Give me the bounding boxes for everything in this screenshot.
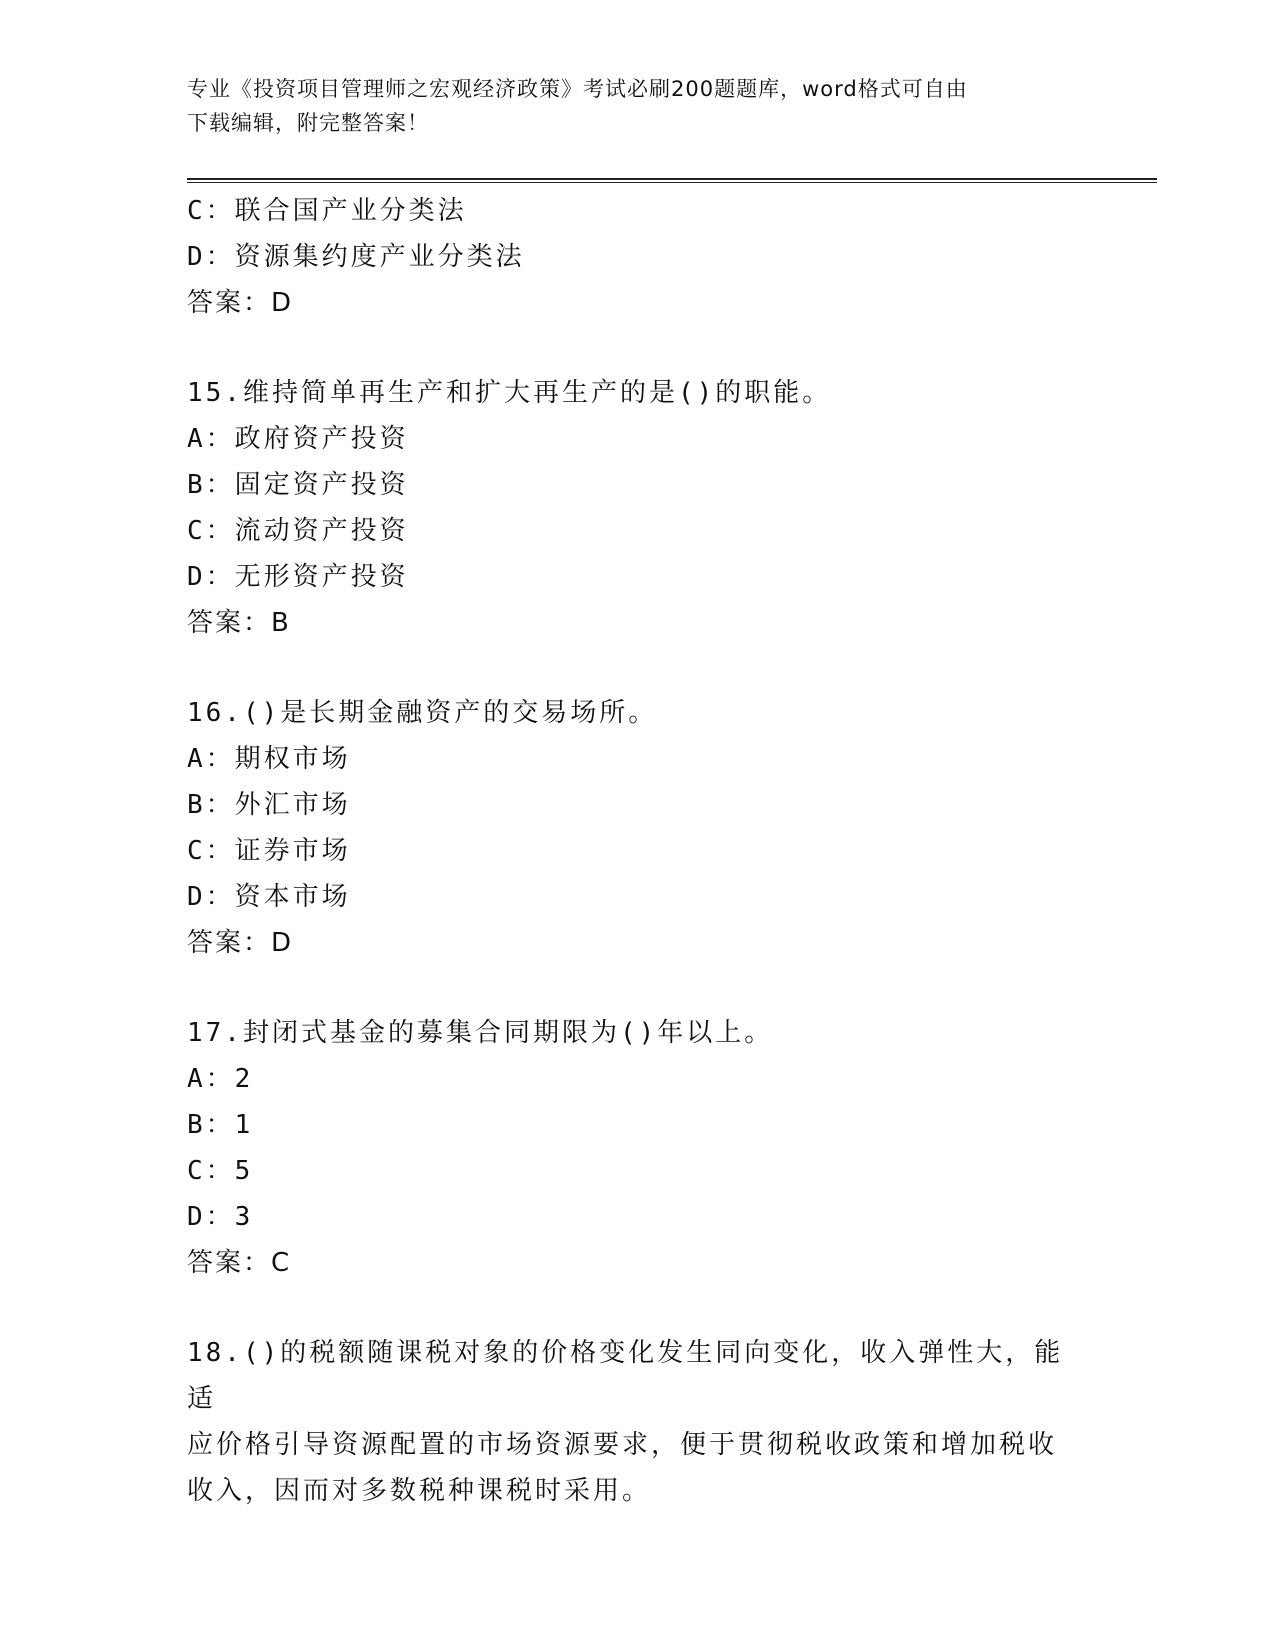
header-divider xyxy=(187,178,1157,180)
question-list xyxy=(187,188,1087,1514)
q16-answer: 答案：D xyxy=(187,928,294,958)
q16-option-b: B：外汇市场 xyxy=(187,790,351,820)
spacer xyxy=(187,966,1087,1010)
q18-question xyxy=(187,1330,1067,1514)
q15-option-a: A：政府资产投资 xyxy=(187,424,409,454)
document-header xyxy=(187,72,1067,140)
q14-answer: 答案：D xyxy=(187,288,294,318)
q16-option-d: D：资本市场 xyxy=(187,882,351,912)
q17-option-c: C：5 xyxy=(187,1156,254,1186)
q17-question: 17.封闭式基金的募集合同期限为()年以上。 xyxy=(187,1018,774,1048)
q15-question: 15.维持简单再生产和扩大再生产的是()的职能。 xyxy=(187,378,832,408)
q16-option-c: C：证券市场 xyxy=(187,836,351,866)
q14-option-d: D：资源集约度产业分类法 xyxy=(187,242,525,272)
q17-option-a: A：2 xyxy=(187,1064,254,1094)
header-line-2: 下载编辑，附完整答案！ xyxy=(187,111,429,135)
q18-line-3: 收入，因而对多数税种课税时采用。 xyxy=(187,1476,652,1506)
q18-line-2: 应价格引导资源配置的市场资源要求，便于贯彻税收政策和增加税收 xyxy=(187,1430,1058,1460)
header-divider-thin xyxy=(187,182,1157,183)
spacer xyxy=(187,646,1087,690)
q15-option-c: C：流动资产投资 xyxy=(187,516,409,546)
spacer xyxy=(187,326,1087,370)
spacer xyxy=(187,1286,1087,1330)
q17-option-d: D：3 xyxy=(187,1202,254,1232)
q16-question: 16.()是长期金融资产的交易场所。 xyxy=(187,698,658,728)
q16-option-a: A：期权市场 xyxy=(187,744,351,774)
q17-option-b: B：1 xyxy=(187,1110,254,1140)
q14-option-c: C：联合国产业分类法 xyxy=(187,196,467,226)
q15-answer: 答案：B xyxy=(187,608,291,638)
header-line-1: 专业《投资项目管理师之宏观经济政策》考试必刷200题题库，word格式可自由 xyxy=(187,77,968,101)
q17-answer: 答案：C xyxy=(187,1248,292,1278)
q15-option-b: B：固定资产投资 xyxy=(187,470,409,500)
q15-option-d: D：无形资产投资 xyxy=(187,562,409,592)
q18-line-1: 18.()的税额随课税对象的价格变化发生同向变化，收入弹性大，能适 xyxy=(187,1338,1064,1414)
